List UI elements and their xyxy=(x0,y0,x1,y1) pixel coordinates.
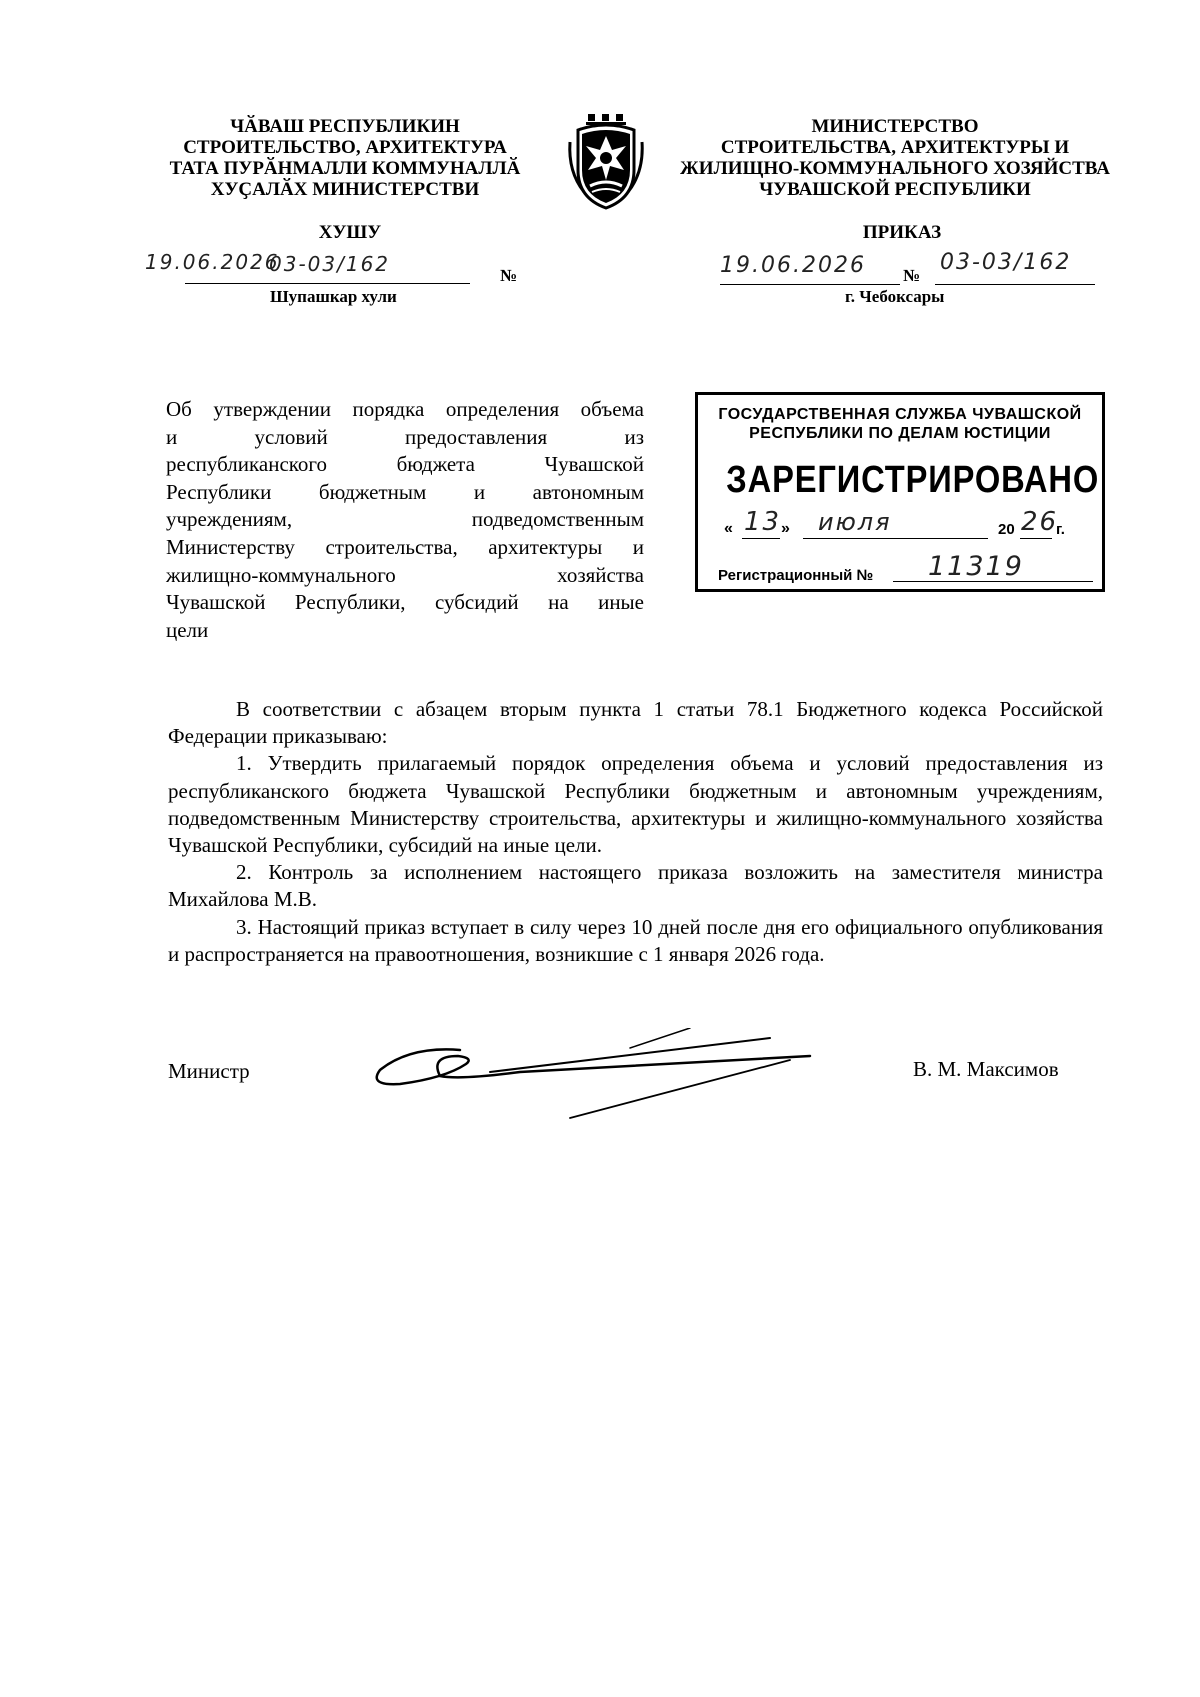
body-paragraph: 3. Настоящий приказ вступает в силу через 10 дней после дня его официального опубликования и распространяется на правоотношения, возникшие с 1 января 2026 года. xyxy=(168,914,1103,966)
stamp-month: июля xyxy=(818,508,892,536)
right-place: г. Чебоксары xyxy=(845,287,945,306)
right-handwritten-number: 03-03/162 xyxy=(940,250,1072,275)
stamp-year-underline xyxy=(1020,538,1052,539)
header-right-line: МИНИСТЕРСТВО xyxy=(811,116,979,137)
left-number-sign: № xyxy=(500,266,518,285)
left-place: Шупашкар хули xyxy=(270,287,397,306)
header-right-line: СТРОИТЕЛЬСТВА, АРХИТЕКТУРЫ И xyxy=(720,137,1070,158)
header-right-title xyxy=(660,116,1130,200)
subject-line: республиканского бюджета Чувашской xyxy=(166,452,644,477)
subject-line: Республики бюджетным и автономным xyxy=(166,479,644,504)
left-handwritten-date: 19.06.2026 xyxy=(145,250,280,274)
subject-line: Об утверждении порядка определения объема xyxy=(166,397,644,421)
stamp-reg-underline xyxy=(893,581,1093,582)
stamp-day: 13 xyxy=(744,507,782,537)
stamp-organization xyxy=(698,405,1102,443)
header-left-line: ХУҪАЛӐХ МИНИСТЕРСТВИ xyxy=(210,179,480,200)
subject-line: и условий предоставления из xyxy=(166,424,644,449)
right-date-underline xyxy=(720,284,900,285)
stamp-registered-label: ЗАРЕГИСТРИРОВАНО xyxy=(726,459,1100,501)
subject-line: учреждениям, подведомственным xyxy=(166,507,644,532)
handwritten-signature-icon xyxy=(370,1028,840,1123)
stamp-year: 26 xyxy=(1021,507,1059,537)
stamp-reg-label: Регистрационный № xyxy=(718,567,874,584)
stamp-day-underline xyxy=(742,538,780,539)
stamp-org-line: РЕСПУБЛИКИ ПО ДЕЛАМ ЮСТИЦИИ xyxy=(749,425,1051,442)
stamp-quote-open: « xyxy=(724,520,733,537)
registration-stamp xyxy=(695,392,1105,592)
order-subject xyxy=(166,396,644,644)
header-right-line: ЖИЛИЩНО-КОММУНАЛЬНОГО ХОЗЯЙСТВА xyxy=(680,158,1110,179)
stamp-quote-close: » xyxy=(781,520,790,537)
subject-line: Чувашской Республики, субсидий на иные xyxy=(166,590,644,615)
stamp-org-line: ГОСУДАРСТВЕННАЯ СЛУЖБА ЧУВАШСКОЙ xyxy=(718,406,1082,423)
right-number-underline xyxy=(935,284,1095,285)
body-paragraph: В соответствии с абзацем вторым пункта 1 статьи 78.1 Бюджетного кодекса Российской Федерации приказываю: xyxy=(168,697,1103,749)
stamp-century: 20 xyxy=(998,521,1015,538)
right-handwritten-date: 19.06.2026 xyxy=(720,253,866,278)
header-left-line: ТАТА ПУРӐНМАЛЛИ КОММУНАЛЛӐ xyxy=(169,158,521,179)
body-paragraph: 1. Утвердить прилагаемый порядок определения объема и условий предоставления из республиканского бюджета Чувашской Республики бюджетным и автономным учреждениям, подведомственным Министерству строительства, архитектуры и жилищно-коммунального хозяйства Чувашской Республики, субсидий на иные цели. xyxy=(168,751,1103,858)
stamp-year-suffix: г. xyxy=(1056,521,1065,538)
right-number-sign: № xyxy=(903,266,921,285)
left-date-underline xyxy=(185,283,470,284)
subject-line: жилищно-коммунального хозяйства xyxy=(166,562,644,587)
header-right-line: ЧУВАШСКОЙ РЕСПУБЛИКИ xyxy=(759,179,1031,200)
left-handwritten-number: 03-03/162 xyxy=(269,252,391,276)
header-left-title xyxy=(150,116,540,200)
doc-type-russian: ПРИКАЗ xyxy=(862,222,942,243)
header-left-line: СТРОИТЕЛЬСТВО, АРХИТЕКТУРА xyxy=(183,137,507,158)
signer-role: Министр xyxy=(168,1059,250,1083)
body-paragraph: 2. Контроль за исполнением настоящего приказа возложить на заместителя министра Михайлова М.В. xyxy=(168,860,1103,912)
subject-line: Министерству строительства, архитектуры и xyxy=(166,534,644,559)
chuvash-republic-emblem-icon xyxy=(566,112,646,212)
order-body xyxy=(168,696,1103,968)
stamp-reg-number: 11319 xyxy=(928,551,1024,582)
doc-type-chuvash: ХУШУ xyxy=(318,222,382,243)
stamp-month-underline xyxy=(803,538,988,539)
subject-line: цели xyxy=(166,617,209,642)
signer-name: В. М. Максимов xyxy=(913,1057,1059,1081)
header-left-line: ЧӐВАШ РЕСПУБЛИКИН xyxy=(230,116,460,137)
